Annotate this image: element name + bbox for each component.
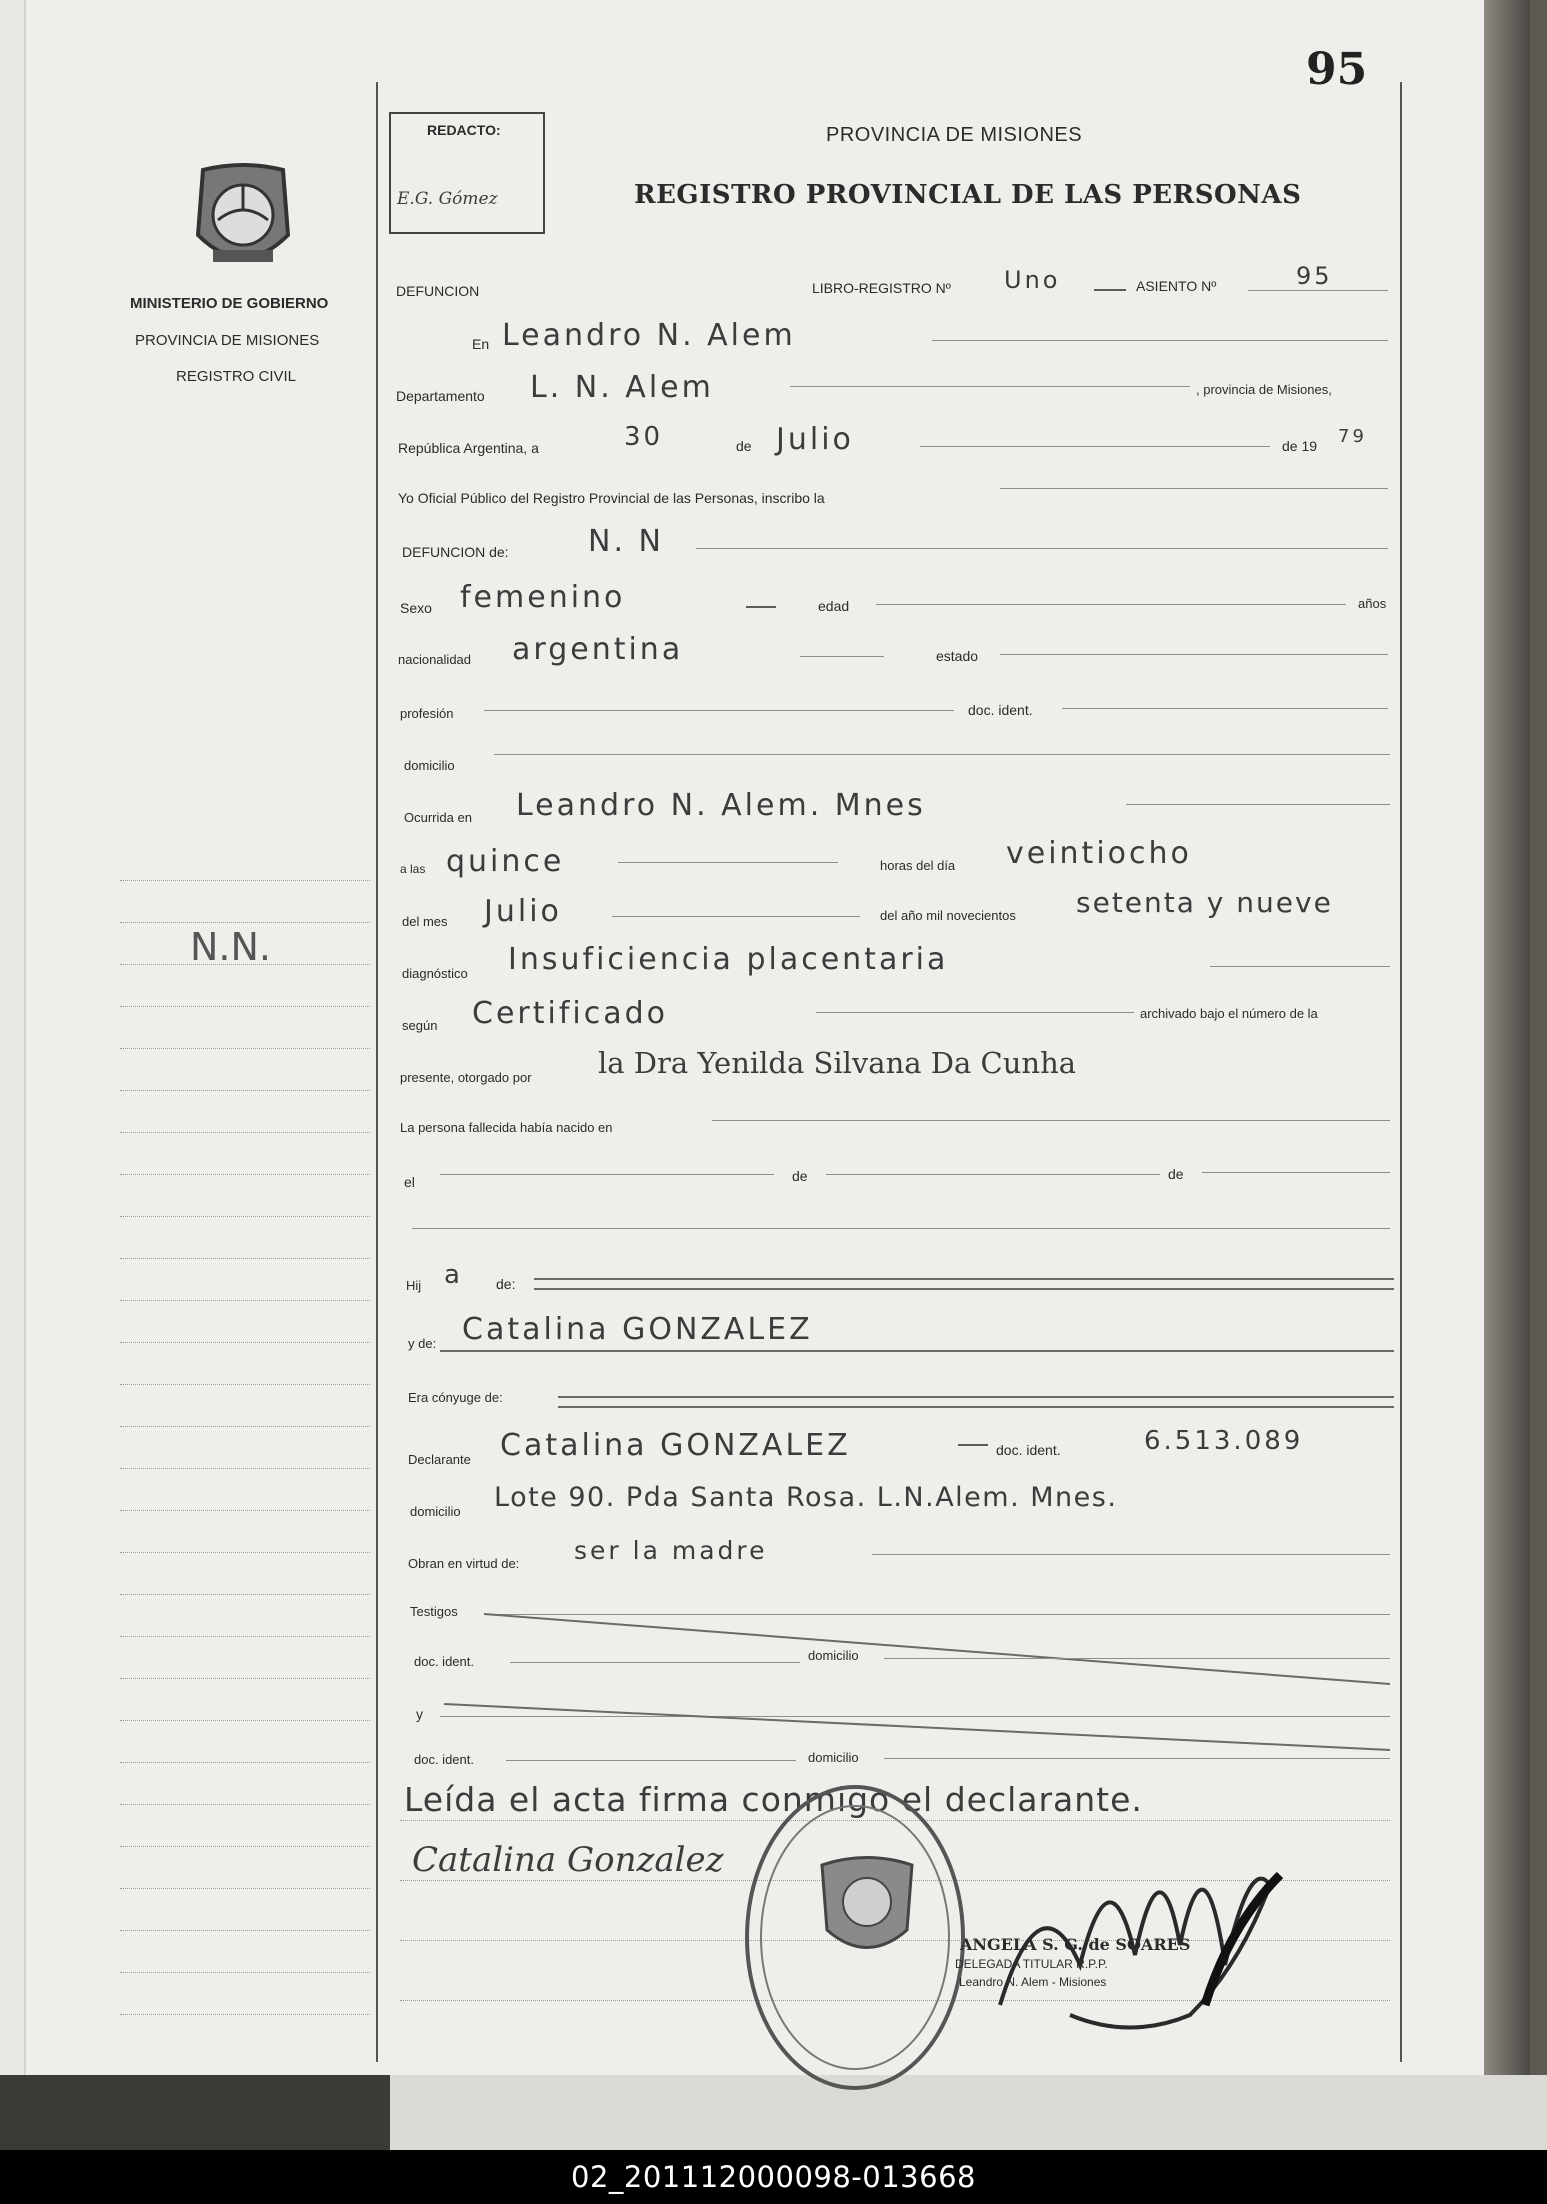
diagnostico-label: diagnóstico — [402, 966, 468, 981]
presente-label: presente, otorgado por — [400, 1070, 532, 1085]
margin-note: N.N. — [190, 925, 272, 969]
testigos-label: Testigos — [410, 1604, 458, 1619]
cancel-stroke-2 — [440, 1696, 1400, 1756]
seal-emblem-icon — [812, 1850, 922, 1970]
page-edge-shadow — [1484, 0, 1530, 2075]
anio-mil-label: del año mil novecientos — [880, 908, 1016, 923]
sexo-value: femenino — [460, 580, 626, 615]
segun-value: Certificado — [472, 996, 669, 1031]
domicilio-label: domicilio — [404, 758, 455, 773]
y-de-value: Catalina GONZALEZ — [462, 1312, 813, 1347]
declarant-signature: Catalina Gonzalez — [412, 1840, 724, 1880]
registrar-signature-scribble — [960, 1815, 1320, 2045]
margin-panel — [120, 870, 370, 2030]
mes-value: Julio — [776, 422, 854, 457]
hij-label: Hij — [406, 1278, 422, 1293]
el-label: el — [404, 1174, 415, 1190]
registry-title: REGISTRO PROVINCIAL DE LAS PERSONAS — [634, 180, 1302, 210]
t1-doc-label: doc. ident. — [414, 1654, 474, 1669]
dia-value: 30 — [624, 422, 664, 452]
ministry-label: MINISTERIO DE GOBIERNO — [130, 295, 329, 312]
stamp-role: DELEGADA TITULAR R.P.P. — [955, 1957, 1108, 1971]
redacto-label: REDACTO: — [427, 122, 501, 138]
ocurrida-value: Leandro N. Alem. Mnes — [516, 788, 926, 823]
stamp-name: ANGELA S. G. de SOARES — [960, 1935, 1191, 1954]
y-de-label: y de: — [408, 1336, 437, 1351]
archivado-label: archivado bajo el número de la — [1140, 1006, 1318, 1021]
edad-label: edad — [818, 598, 850, 614]
t1-domicilio-label: domicilio — [808, 1648, 859, 1663]
hij-value: a — [444, 1260, 463, 1290]
nacido-label: La persona fallecida había nacido en — [400, 1120, 613, 1135]
folio-number: 95 — [1306, 44, 1368, 95]
anio-mil-value: setenta y nueve — [1076, 886, 1333, 919]
cancel-stroke-1 — [480, 1612, 1400, 1692]
redacto-box — [389, 112, 545, 234]
declarante-domicilio-label: domicilio — [410, 1504, 461, 1519]
asiento-value: 95 — [1296, 262, 1333, 290]
asiento-label: ASIENTO Nº — [1136, 278, 1217, 294]
de-label: de — [736, 438, 752, 454]
t2-doc-label: doc. ident. — [414, 1752, 474, 1767]
del-mes-label: del mes — [402, 914, 448, 929]
republica-label: República Argentina, a — [398, 440, 539, 456]
departamento-label: Departamento — [396, 388, 485, 404]
closing-text: Leída el acta firma conmigo el declarante. — [404, 1780, 1143, 1819]
segun-label: según — [402, 1018, 438, 1033]
libro-label: LIBRO-REGISTRO Nº — [812, 280, 951, 296]
profesion-label: profesión — [400, 706, 454, 721]
anio-value: 79 — [1338, 426, 1367, 447]
t2-domicilio-label: domicilio — [808, 1750, 859, 1765]
coat-of-arms-icon — [188, 160, 298, 280]
sexo-label: Sexo — [400, 600, 432, 616]
form-frame-right — [1400, 82, 1402, 2062]
doc-ident-label: doc. ident. — [968, 702, 1033, 718]
hij-de-label: de: — [496, 1276, 516, 1292]
nacionalidad-label: nacionalidad — [398, 652, 472, 667]
de-label-2: de — [792, 1168, 808, 1184]
conyuge-label: Era cónyuge de: — [408, 1390, 503, 1405]
image-caption: 02_201112000098-013668 — [0, 2150, 1547, 2204]
a-las-label: a las — [400, 862, 426, 876]
type-label: DEFUNCION — [396, 283, 480, 299]
declarante-domicilio-value: Lote 90. Pda Santa Rosa. L.N.Alem. Mnes. — [494, 1482, 1118, 1513]
de19-label: de 19 — [1282, 438, 1318, 454]
obran-value: ser la madre — [574, 1536, 768, 1565]
anos-label: años — [1358, 596, 1387, 611]
en-label: En — [472, 336, 490, 352]
nacionalidad-value: argentina — [512, 632, 684, 667]
a-las-value: quince — [446, 844, 565, 879]
departamento-value: L. N. Alem — [530, 370, 714, 405]
obran-label: Obran en virtud de: — [408, 1556, 520, 1571]
provincia-suffix: , provincia de Misiones, — [1196, 382, 1332, 397]
stamp-place: Leandro N. Alem - Misiones — [959, 1975, 1107, 1989]
defuncion-de-value: N. N — [588, 524, 664, 559]
redacto-value: E.G. Gómez — [397, 189, 498, 209]
presente-value: la Dra Yenilda Silvana Da Cunha — [598, 1046, 1077, 1080]
declarante-doc-label: doc. ident. — [996, 1442, 1061, 1458]
declarante-value: Catalina GONZALEZ — [500, 1428, 851, 1463]
libro-value: Uno — [1004, 266, 1061, 294]
diagnostico-value: Insuficiencia placentaria — [508, 942, 949, 977]
declarante-label: Declarante — [408, 1452, 471, 1467]
horas-value: veintiocho — [1006, 836, 1192, 871]
bottom-strip-light — [390, 2075, 1547, 2150]
estado-label: estado — [936, 648, 979, 664]
en-value: Leandro N. Alem — [502, 318, 796, 353]
del-mes-value: Julio — [484, 894, 562, 929]
province-title: PROVINCIA DE MISIONES — [826, 124, 1083, 146]
ocurrida-label: Ocurrida en — [404, 810, 472, 825]
y-label: y — [416, 1706, 423, 1722]
declarante-doc-value: 6.513.089 — [1144, 1426, 1304, 1456]
civil-registry-label: REGISTRO CIVIL — [176, 368, 297, 385]
de-label-3: de — [1168, 1166, 1184, 1182]
horas-label: horas del día — [880, 858, 956, 873]
oficial-label: Yo Oficial Público del Registro Provincial de las Personas, inscribo la — [398, 490, 825, 506]
defuncion-de-label: DEFUNCION de: — [402, 544, 509, 560]
province-label-left: PROVINCIA DE MISIONES — [135, 332, 320, 349]
